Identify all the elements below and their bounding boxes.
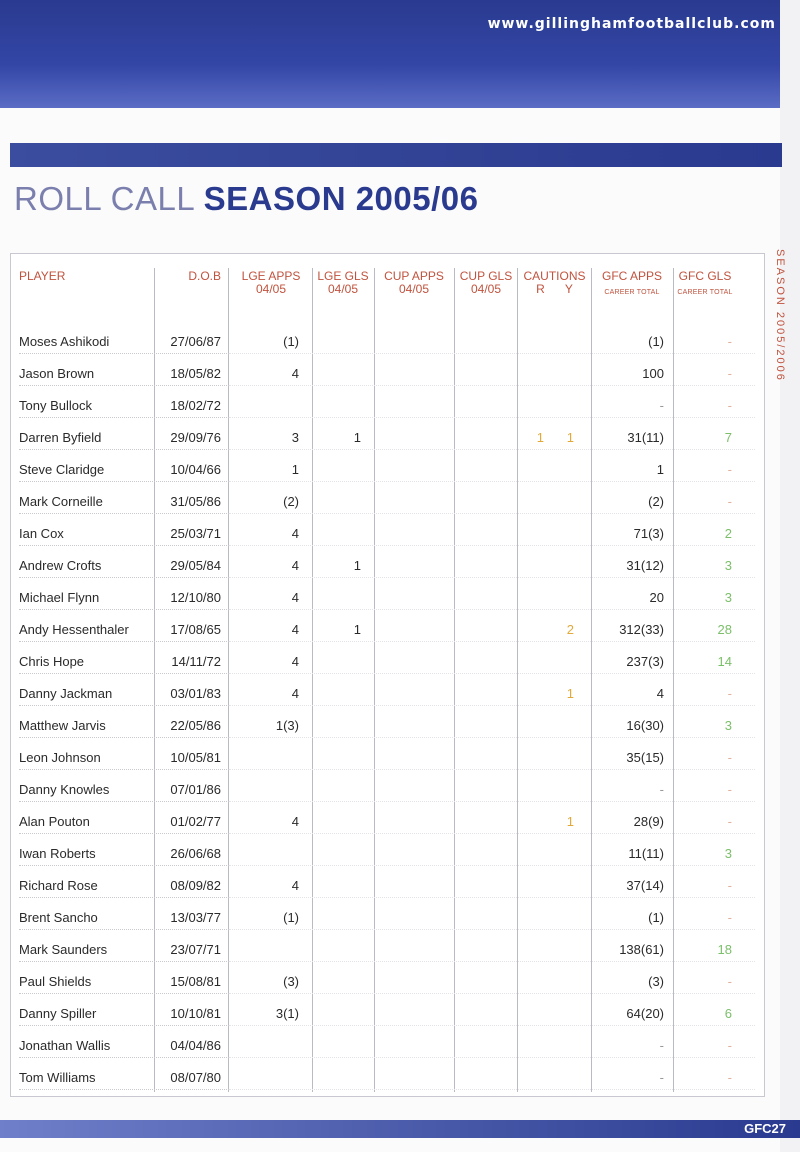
cell-gfc-apps: 4: [656, 686, 664, 701]
row-divider: [229, 449, 755, 450]
cell-gfc-gls: -: [727, 878, 732, 893]
cell-y: 1: [566, 686, 574, 701]
row-divider: [229, 1057, 755, 1058]
cell-gfc-gls: -: [727, 1038, 732, 1053]
cell-dob: 25/03/71: [170, 526, 221, 541]
cell-gfc-apps: 64(20): [626, 1006, 664, 1021]
table-row: [11, 838, 764, 870]
cell-gfc-apps: -: [659, 398, 664, 413]
row-divider: [19, 1025, 229, 1026]
cell-name: Ian Cox: [19, 526, 64, 541]
cell-dob: 18/02/72: [170, 398, 221, 413]
cell-gfc-apps: 31(11): [627, 430, 664, 445]
table-row: [11, 806, 764, 838]
cell-lge-apps: 1(3): [275, 718, 299, 733]
header-cup-gls-label: CUP GLS: [459, 269, 513, 283]
cell-gfc-gls: -: [727, 462, 732, 477]
cell-gfc-apps: 138(61): [619, 942, 664, 957]
cell-name: Alan Pouton: [19, 814, 90, 829]
row-divider: [229, 929, 755, 930]
cell-name: Chris Hope: [19, 654, 85, 669]
cell-dob: 31/05/86: [170, 494, 221, 509]
cell-lge-apps: 4: [291, 622, 299, 637]
row-divider: [19, 545, 229, 546]
table-row: [11, 742, 764, 774]
cell-name: Tom Williams: [19, 1070, 96, 1085]
page-title: [14, 180, 478, 218]
cell-lge-apps: 4: [291, 526, 299, 541]
cell-gfc-gls: -: [727, 750, 732, 765]
cell-dob: 14/11/72: [171, 654, 221, 669]
row-divider: [229, 993, 755, 994]
cell-gfc-apps: 37(14): [626, 878, 664, 893]
cell-lge-apps: 4: [291, 590, 299, 605]
cell-dob: 10/04/66: [170, 462, 221, 477]
row-divider: [19, 449, 229, 450]
row-divider: [19, 737, 229, 738]
title-season: SEASON 2005/06: [203, 180, 479, 217]
cell-gfc-apps: (1): [648, 910, 664, 925]
table-row: [11, 422, 764, 454]
cell-y: 2: [566, 622, 574, 637]
cell-gfc-gls: -: [727, 334, 732, 349]
header-cup-gls-season: 04/05: [470, 282, 502, 296]
row-divider: [19, 417, 229, 418]
side-season-label: [768, 249, 788, 395]
cell-gfc-gls: -: [727, 494, 732, 509]
title-stripe: [10, 143, 782, 167]
header-lge-apps: [233, 270, 309, 296]
row-divider: [19, 385, 229, 386]
side-season-text: SEASON 2005/2006: [774, 249, 786, 382]
table-row: [11, 902, 764, 934]
table-row: [11, 710, 764, 742]
header-gfc-gls-label: GFC GLS: [678, 269, 732, 283]
cell-gfc-apps: -: [659, 1070, 664, 1085]
cell-lge-gls: 1: [353, 622, 361, 637]
cell-lge-apps: 3: [291, 430, 299, 445]
table-row: [11, 326, 764, 358]
cell-lge-apps: 4: [291, 558, 299, 573]
table-row: [11, 614, 764, 646]
row-divider: [19, 1089, 229, 1090]
cell-name: Matthew Jarvis: [19, 718, 106, 733]
cell-gfc-apps: 20: [649, 590, 664, 605]
header-gfc-gls: [674, 270, 736, 299]
cell-gfc-apps: 16(30): [626, 718, 664, 733]
row-divider: [229, 961, 755, 962]
header-player: PLAYER: [19, 269, 66, 283]
header-gfc-apps-sub: CAREER TOTAL: [604, 289, 660, 296]
cell-lge-apps: 4: [291, 654, 299, 669]
header-lge-gls-season: 04/05: [327, 282, 359, 296]
cell-name: Jonathan Wallis: [19, 1038, 111, 1053]
row-divider: [19, 993, 229, 994]
cell-name: Richard Rose: [19, 878, 98, 893]
cell-lge-apps: 4: [291, 814, 299, 829]
table-row: [11, 454, 764, 486]
table-row: [11, 582, 764, 614]
cell-gfc-apps: -: [659, 782, 664, 797]
cell-name: Moses Ashikodi: [19, 334, 110, 349]
row-divider: [229, 1089, 755, 1090]
cell-dob: 18/05/82: [170, 366, 221, 381]
cell-lge-apps: 4: [291, 878, 299, 893]
row-divider: [19, 865, 229, 866]
cell-gfc-apps: 71(3): [633, 526, 664, 541]
row-divider: [19, 641, 229, 642]
cell-lge-apps: (3): [283, 974, 299, 989]
row-divider: [19, 961, 229, 962]
cell-y: 1: [566, 814, 574, 829]
row-divider: [229, 737, 755, 738]
row-divider: [229, 769, 755, 770]
cell-gfc-gls: -: [727, 910, 732, 925]
row-divider: [19, 513, 229, 514]
cell-gfc-gls: -: [727, 398, 732, 413]
header-gfc-apps-label: GFC APPS: [601, 269, 663, 283]
row-divider: [229, 705, 755, 706]
header-gfc-apps: [592, 270, 672, 299]
table-row: [11, 870, 764, 902]
cell-lge-apps: (1): [283, 334, 299, 349]
cell-dob: 22/05/86: [170, 718, 221, 733]
cell-name: Paul Shields: [19, 974, 92, 989]
row-divider: [229, 865, 755, 866]
row-divider: [229, 801, 755, 802]
cell-gfc-apps: 28(9): [633, 814, 664, 829]
cell-name: Steve Claridge: [19, 462, 105, 477]
cell-gfc-apps: 11(11): [628, 846, 664, 861]
cell-name: Brent Sancho: [19, 910, 98, 925]
cell-gfc-apps: 237(3): [626, 654, 664, 669]
row-divider: [229, 641, 755, 642]
cell-dob: 23/07/71: [170, 942, 221, 957]
header-dob: D.O.B: [188, 269, 221, 283]
cell-dob: 26/06/68: [170, 846, 221, 861]
cell-gfc-apps: (1): [648, 334, 664, 349]
table-row: [11, 966, 764, 998]
cell-gfc-apps: (3): [648, 974, 664, 989]
footer-band: [0, 1120, 800, 1138]
table-row: [11, 998, 764, 1030]
cell-dob: 12/10/80: [170, 590, 221, 605]
header-cautions-r: R: [536, 282, 545, 296]
cell-name: Andrew Crofts: [19, 558, 102, 573]
cell-gfc-apps: 312(33): [619, 622, 664, 637]
cell-lge-apps: 4: [291, 366, 299, 381]
row-divider: [229, 609, 755, 610]
cell-gfc-gls: 3: [724, 590, 732, 605]
header-lge-apps-label: LGE APPS: [241, 269, 301, 283]
page-edge: [780, 0, 800, 1152]
table-row: [11, 518, 764, 550]
table-row: [11, 1030, 764, 1062]
row-divider: [229, 577, 755, 578]
table-row: [11, 486, 764, 518]
row-divider: [19, 705, 229, 706]
cell-lge-apps: 3(1): [275, 1006, 299, 1021]
row-divider: [19, 577, 229, 578]
cell-dob: 04/04/86: [170, 1038, 221, 1053]
row-divider: [19, 673, 229, 674]
cell-name: Jason Brown: [19, 366, 95, 381]
cell-name: Michael Flynn: [19, 590, 100, 605]
cell-gfc-gls: -: [727, 1070, 732, 1085]
cell-gfc-gls: 6: [724, 1006, 732, 1021]
table-row: [11, 678, 764, 710]
row-divider: [229, 673, 755, 674]
header-lge-gls-label: LGE GLS: [317, 269, 369, 283]
row-divider: [19, 897, 229, 898]
cell-gfc-apps: -: [659, 1038, 664, 1053]
cell-r: 1: [536, 430, 544, 445]
cell-gfc-gls: 14: [717, 654, 732, 669]
cell-gfc-gls: 28: [717, 622, 732, 637]
header-lge-gls: [313, 270, 373, 296]
cell-y: 1: [566, 430, 574, 445]
header-cup-apps-label: CUP APPS: [384, 269, 444, 283]
cell-dob: 15/08/81: [170, 974, 221, 989]
table-row: [11, 358, 764, 390]
website-url: www.gillinghamfootballclub.com: [487, 16, 776, 32]
cell-name: Mark Corneille: [19, 494, 103, 509]
cell-gfc-apps: 1: [656, 462, 664, 477]
roll-call-table: [10, 253, 765, 1097]
table-row: [11, 774, 764, 806]
header-band: [0, 0, 780, 108]
row-divider: [229, 417, 755, 418]
cell-dob: 07/01/86: [170, 782, 221, 797]
cell-dob: 13/03/77: [170, 910, 221, 925]
cell-dob: 27/06/87: [170, 334, 221, 349]
cell-dob: 03/01/83: [170, 686, 221, 701]
cell-lge-apps: 4: [291, 686, 299, 701]
table-row: [11, 934, 764, 966]
header-gfc-gls-sub: CAREER TOTAL: [677, 289, 733, 296]
cell-name: Andy Hessenthaler: [19, 622, 129, 637]
cell-gfc-gls: -: [727, 974, 732, 989]
table-row: [11, 390, 764, 422]
row-divider: [229, 353, 755, 354]
cell-gfc-gls: -: [727, 782, 732, 797]
cell-gfc-gls: -: [727, 814, 732, 829]
cell-dob: 01/02/77: [170, 814, 221, 829]
header-cup-gls: [455, 270, 517, 296]
cell-dob: 10/10/81: [170, 1006, 221, 1021]
row-divider: [229, 833, 755, 834]
cell-lge-apps: (2): [283, 494, 299, 509]
row-divider: [19, 1057, 229, 1058]
cell-dob: 08/09/82: [170, 878, 221, 893]
row-divider: [229, 513, 755, 514]
row-divider: [19, 353, 229, 354]
cell-name: Iwan Roberts: [19, 846, 96, 861]
table-row: [11, 646, 764, 678]
cell-gfc-gls: 3: [724, 718, 732, 733]
row-divider: [19, 769, 229, 770]
table-row: [11, 550, 764, 582]
header-cautions-y: Y: [564, 282, 573, 296]
cell-gfc-apps: 100: [642, 366, 664, 381]
row-divider: [19, 929, 229, 930]
cell-name: Mark Saunders: [19, 942, 108, 957]
row-divider: [19, 833, 229, 834]
row-divider: [229, 897, 755, 898]
cell-gfc-gls: -: [727, 686, 732, 701]
header-cautions-ry: [518, 283, 591, 296]
cell-dob: 17/08/65: [170, 622, 221, 637]
page-number: GFC27: [744, 1121, 786, 1136]
cell-name: Danny Jackman: [19, 686, 113, 701]
row-divider: [19, 609, 229, 610]
cell-gfc-gls: 2: [724, 526, 732, 541]
cell-name: Danny Spiller: [19, 1006, 97, 1021]
cell-gfc-gls: 3: [724, 558, 732, 573]
cell-name: Danny Knowles: [19, 782, 110, 797]
cell-lge-apps: (1): [283, 910, 299, 925]
cell-dob: 10/05/81: [170, 750, 221, 765]
row-divider: [229, 385, 755, 386]
header-cautions: [518, 270, 591, 296]
row-divider: [229, 481, 755, 482]
cell-dob: 29/05/84: [170, 558, 221, 573]
header-cautions-label: CAUTIONS: [523, 269, 586, 283]
cell-name: Tony Bullock: [19, 398, 92, 413]
cell-gfc-gls: -: [727, 366, 732, 381]
row-divider: [229, 1025, 755, 1026]
cell-gfc-apps: 35(15): [626, 750, 664, 765]
cell-gfc-apps: (2): [648, 494, 664, 509]
cell-gfc-gls: 3: [724, 846, 732, 861]
cell-lge-gls: 1: [353, 430, 361, 445]
header-cup-apps-season: 04/05: [398, 282, 430, 296]
cell-name: Darren Byfield: [19, 430, 102, 445]
header-lge-apps-season: 04/05: [255, 282, 287, 296]
cell-dob: 29/09/76: [170, 430, 221, 445]
cell-lge-gls: 1: [353, 558, 361, 573]
row-divider: [229, 545, 755, 546]
header-cup-apps: [375, 270, 453, 296]
row-divider: [19, 481, 229, 482]
title-roll-call: ROLL CALL: [14, 180, 204, 217]
cell-gfc-gls: 7: [724, 430, 732, 445]
cell-name: Leon Johnson: [19, 750, 101, 765]
cell-gfc-apps: 31(12): [626, 558, 664, 573]
cell-lge-apps: 1: [291, 462, 299, 477]
cell-gfc-gls: 18: [717, 942, 732, 957]
cell-dob: 08/07/80: [170, 1070, 221, 1085]
row-divider: [19, 801, 229, 802]
table-row: [11, 1062, 764, 1094]
